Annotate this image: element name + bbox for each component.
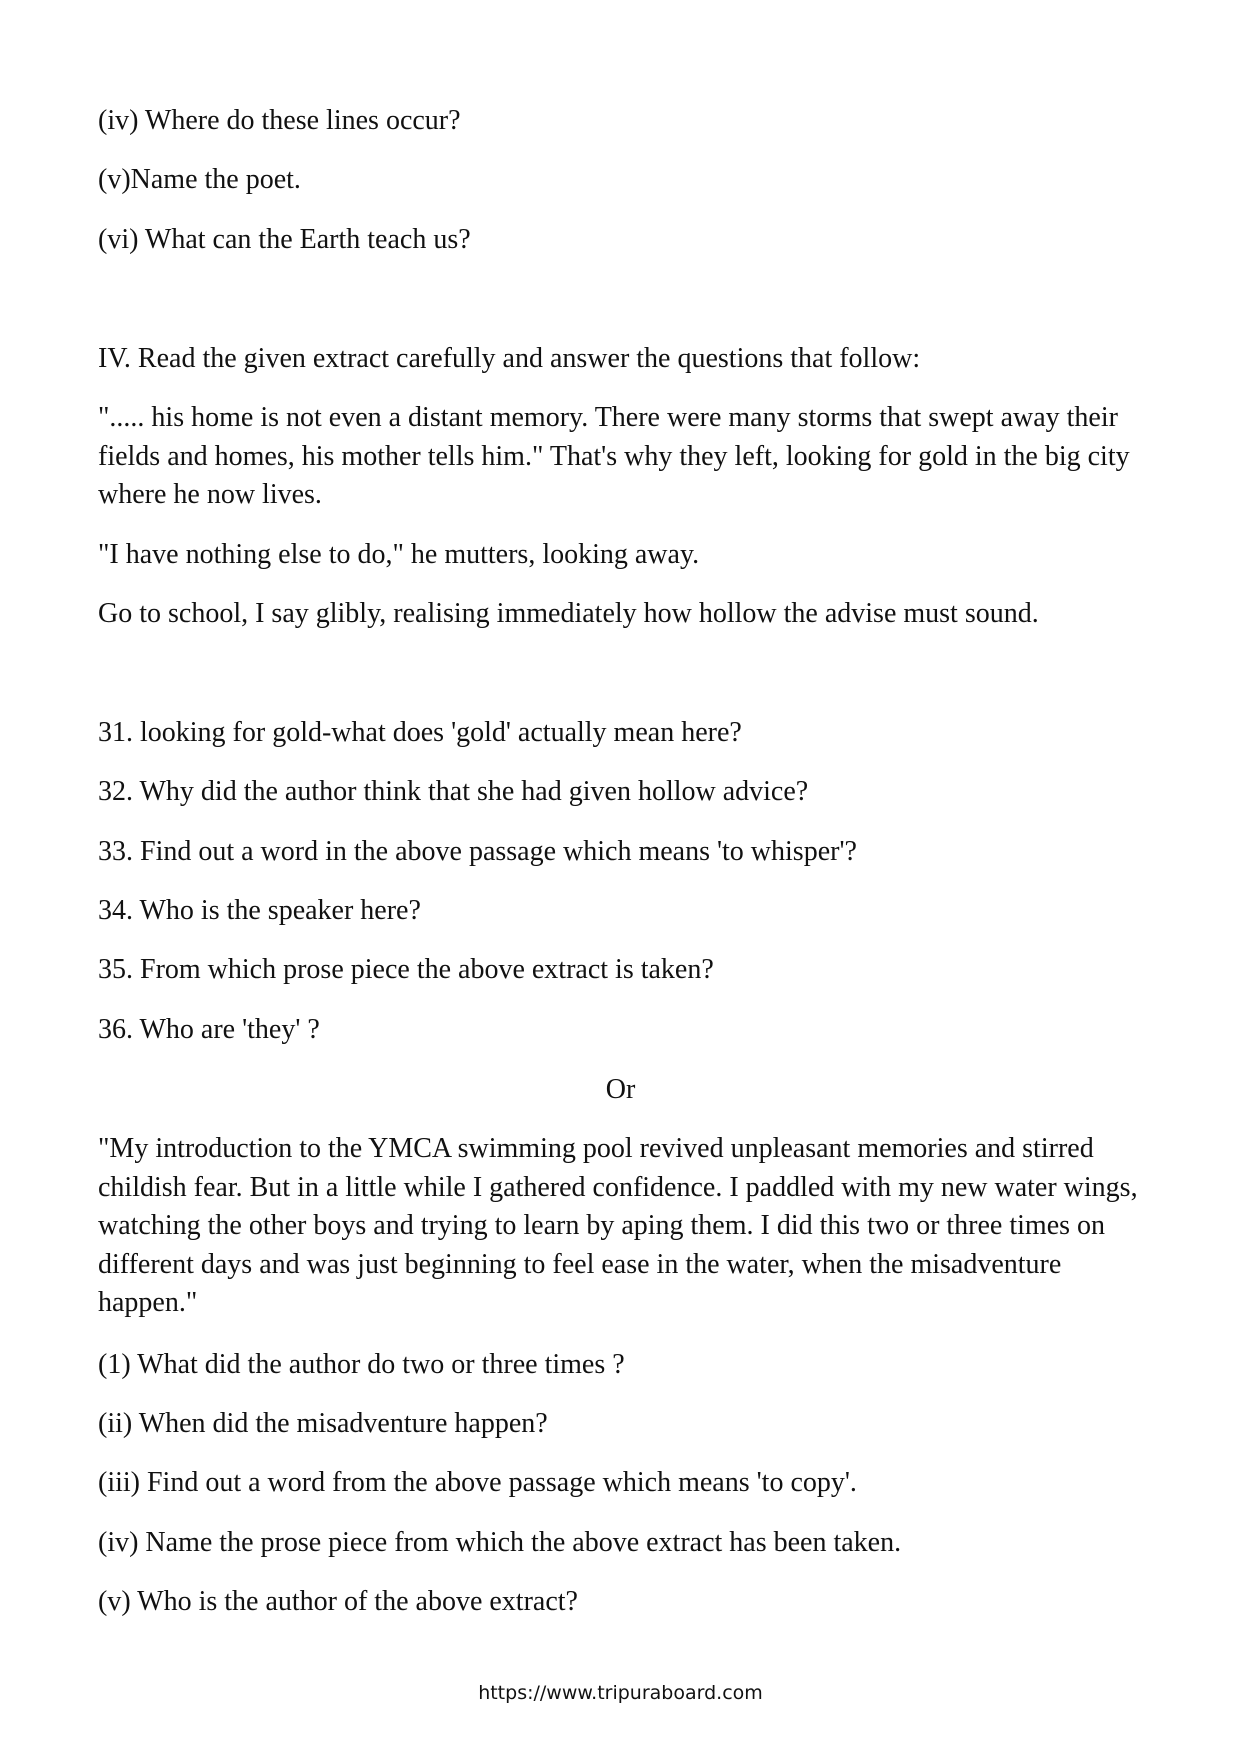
prev-question-iv: (iv) Where do these lines occur?: [98, 105, 461, 136]
question-35: 35. From which prose piece the above extract is taken?: [98, 954, 714, 985]
question-32: 32. Why did the author think that she had given hollow advice?: [98, 776, 809, 807]
question-33: 33. Find out a word in the above passage which means 'to whisper'?: [98, 836, 857, 867]
prev-question-vi: (vi) What can the Earth teach us?: [98, 224, 471, 255]
extract-paragraph: Go to school, I say glibly, realising immediately how hollow the advise must sound.: [98, 598, 1039, 629]
section-iv-heading: IV. Read the given extract carefully and answer the questions that follow:: [98, 343, 921, 374]
alt-question-iv: (iv) Name the prose piece from which the above extract has been taken.: [98, 1527, 902, 1558]
extract-paragraph: "..... his home is not even a distant memory. There were many storms that swept away their fields and homes, his mother tells him." That's why they left, looking for gold in the big city where he now lives.: [98, 402, 1130, 510]
footer-url[interactable]: https://www.tripuraboard.com: [478, 1682, 763, 1704]
alt-question-ii: (ii) When did the misadventure happen?: [98, 1408, 548, 1439]
extract-paragraph: "I have nothing else to do," he mutters, looking away.: [98, 539, 700, 570]
question-31: 31. looking for gold-what does 'gold' actually mean here?: [98, 717, 742, 748]
or-divider: Or: [605, 1074, 636, 1105]
alt-question-v: (v) Who is the author of the above extract?: [98, 1586, 578, 1617]
alt-extract-paragraph: "My introduction to the YMCA swimming pool revived unpleasant memories and stirred childish fear. But in a little while I gathered confidence. I paddled with my new water wings, watching the other boys and trying to learn by aping them. I did this two or three times on different days and was just beginning to feel ease in the water, when the misadventure happen.": [98, 1133, 1138, 1318]
alt-question-iii: (iii) Find out a word from the above passage which means 'to copy'.: [98, 1467, 857, 1498]
alt-question-1: (1) What did the author do two or three times ?: [98, 1349, 625, 1380]
question-36: 36. Who are 'they' ?: [98, 1014, 320, 1045]
prev-question-v: (v)Name the poet.: [98, 164, 301, 195]
question-34: 34. Who is the speaker here?: [98, 895, 421, 926]
